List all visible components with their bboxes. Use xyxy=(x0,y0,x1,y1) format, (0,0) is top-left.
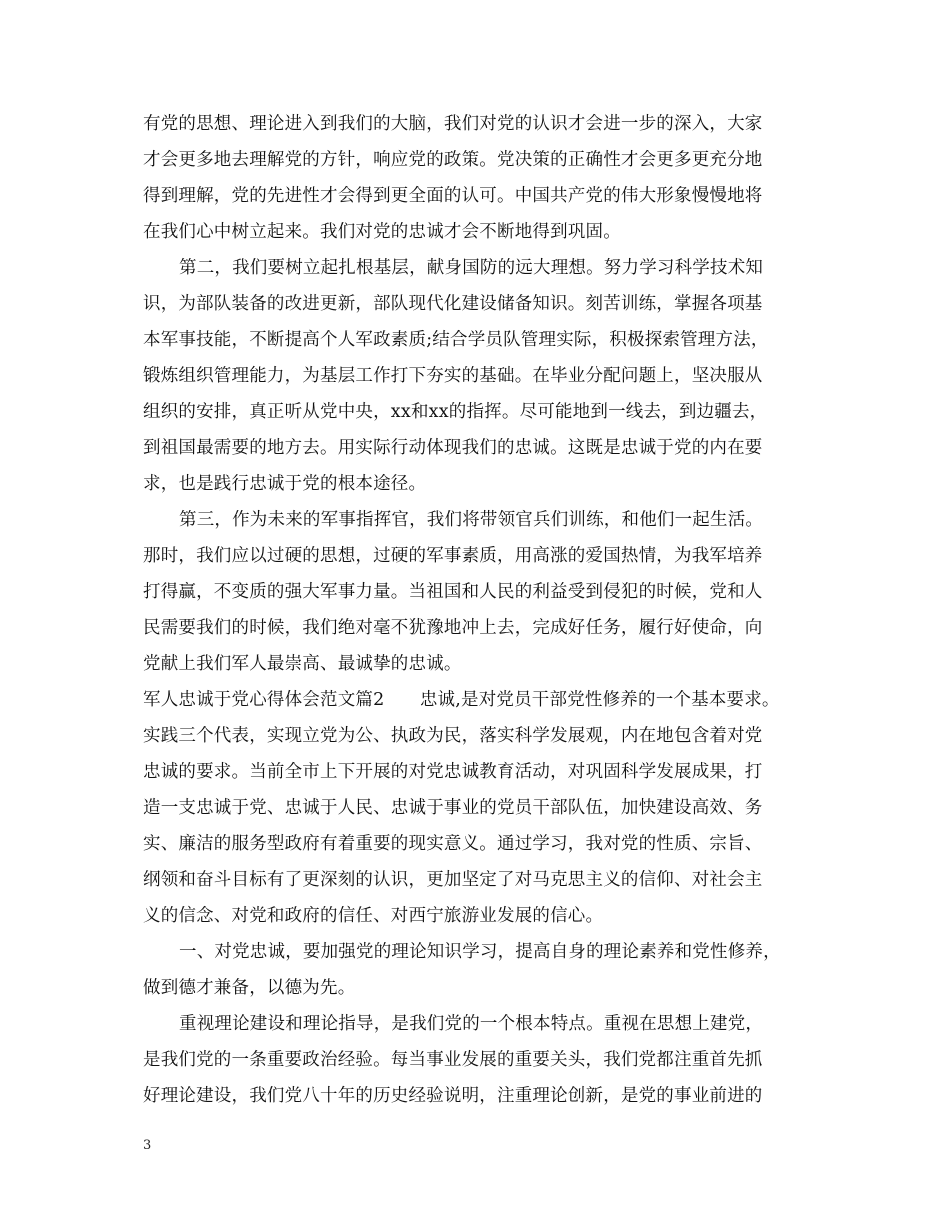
text-line: 识，为部队装备的改进更新，部队现代化建设储备知识。刻苦训练，掌握各项基 xyxy=(143,294,763,314)
text-line: 在我们心中树立起来。我们对党的忠诚才会不断地得到巩固。 xyxy=(143,222,621,242)
page-number: 3 xyxy=(143,1138,152,1153)
paragraph-start-line: 第二，我们要树立起扎根基层，献身国防的远大理想。努力学习科学技术知 xyxy=(179,258,764,278)
text-line: 造一支忠诚于党、忠诚于人民、忠诚于事业的党员干部队伍，加快建设高效、务 xyxy=(143,798,763,818)
text-line: 求，也是践行忠诚于党的根本途径。 xyxy=(143,474,427,494)
section-heading-line: 军人忠诚于党心得体会范文篇2 忠诚,是对党员干部党性修养的一个基本要求。 xyxy=(143,690,780,710)
text-line: 实、廉洁的服务型政府有着重要的现实意义。通过学习，我对党的性质、宗旨、 xyxy=(143,834,763,854)
text-line: 忠诚的要求。当前全市上下开展的对党忠诚教育活动，对巩固科学发展成果，打 xyxy=(143,762,763,782)
text-line: 纲领和奋斗目标有了更深刻的认识，更加坚定了对马克思主义的信仰、对社会主 xyxy=(143,870,763,890)
text-line: 实践三个代表，实现立党为公、执政为民，落实科学发展观，内在地包含着对党 xyxy=(143,726,763,746)
paragraph-start-line: 一、对党忠诚，要加强党的理论知识学习，提高自身的理论素养和党性修养， xyxy=(179,942,781,962)
text-line: 那时，我们应以过硬的思想，过硬的军事素质，用高涨的爱国热情，为我军培养 xyxy=(143,546,763,566)
paragraph-start-line: 重视理论建设和理论指导，是我们党的一个根本特点。重视在思想上建党， xyxy=(179,1014,764,1034)
text-line: 组织的安排，真正听从党中央，xx和xx的指挥。尽可能地到一线去，到边疆去， xyxy=(143,402,768,422)
text-line: 民需要我们的时候，我们绝对毫不犹豫地冲上去，完成好任务，履行好使命，向 xyxy=(143,618,763,638)
text-line: 才会更多地去理解党的方针，响应党的政策。党决策的正确性才会更多更充分地 xyxy=(143,150,763,170)
text-line: 到祖国最需要的地方去。用实际行动体现我们的忠诚。这既是忠诚于党的内在要 xyxy=(143,438,763,458)
text-line: 有党的思想、理论进入到我们的大脑，我们对党的认识才会进一步的深入，大家 xyxy=(143,114,763,134)
paragraph-start-line: 第三，作为未来的军事指挥官，我们将带领官兵们训练，和他们一起生活。 xyxy=(179,510,764,530)
text-line: 做到德才兼备，以德为先。 xyxy=(143,978,356,998)
text-line: 好理论建设，我们党八十年的历史经验说明，注重理论创新，是党的事业前进的 xyxy=(143,1086,763,1106)
text-line: 锻炼组织管理能力，为基层工作打下夯实的基础。在毕业分配问题上，坚决服从 xyxy=(143,366,763,386)
text-line: 义的信念、对党和政府的信任、对西宁旅游业发展的信心。 xyxy=(143,906,604,926)
text-line: 本军事技能，不断提高个人军政素质;结合学员队管理实际，积极探索管理方法， xyxy=(143,330,769,350)
text-line: 得到理解，党的先进性才会得到更全面的认可。中国共产党的伟大形象慢慢地将 xyxy=(143,186,763,206)
text-line: 打得赢，不变质的强大军事力量。当祖国和人民的利益受到侵犯的时候，党和人 xyxy=(143,582,763,602)
text-line: 是我们党的一条重要政治经验。每当事业发展的重要关头，我们党都注重首先抓 xyxy=(143,1050,763,1070)
text-line: 党献上我们军人最崇高、最诚挚的忠诚。 xyxy=(143,654,462,674)
